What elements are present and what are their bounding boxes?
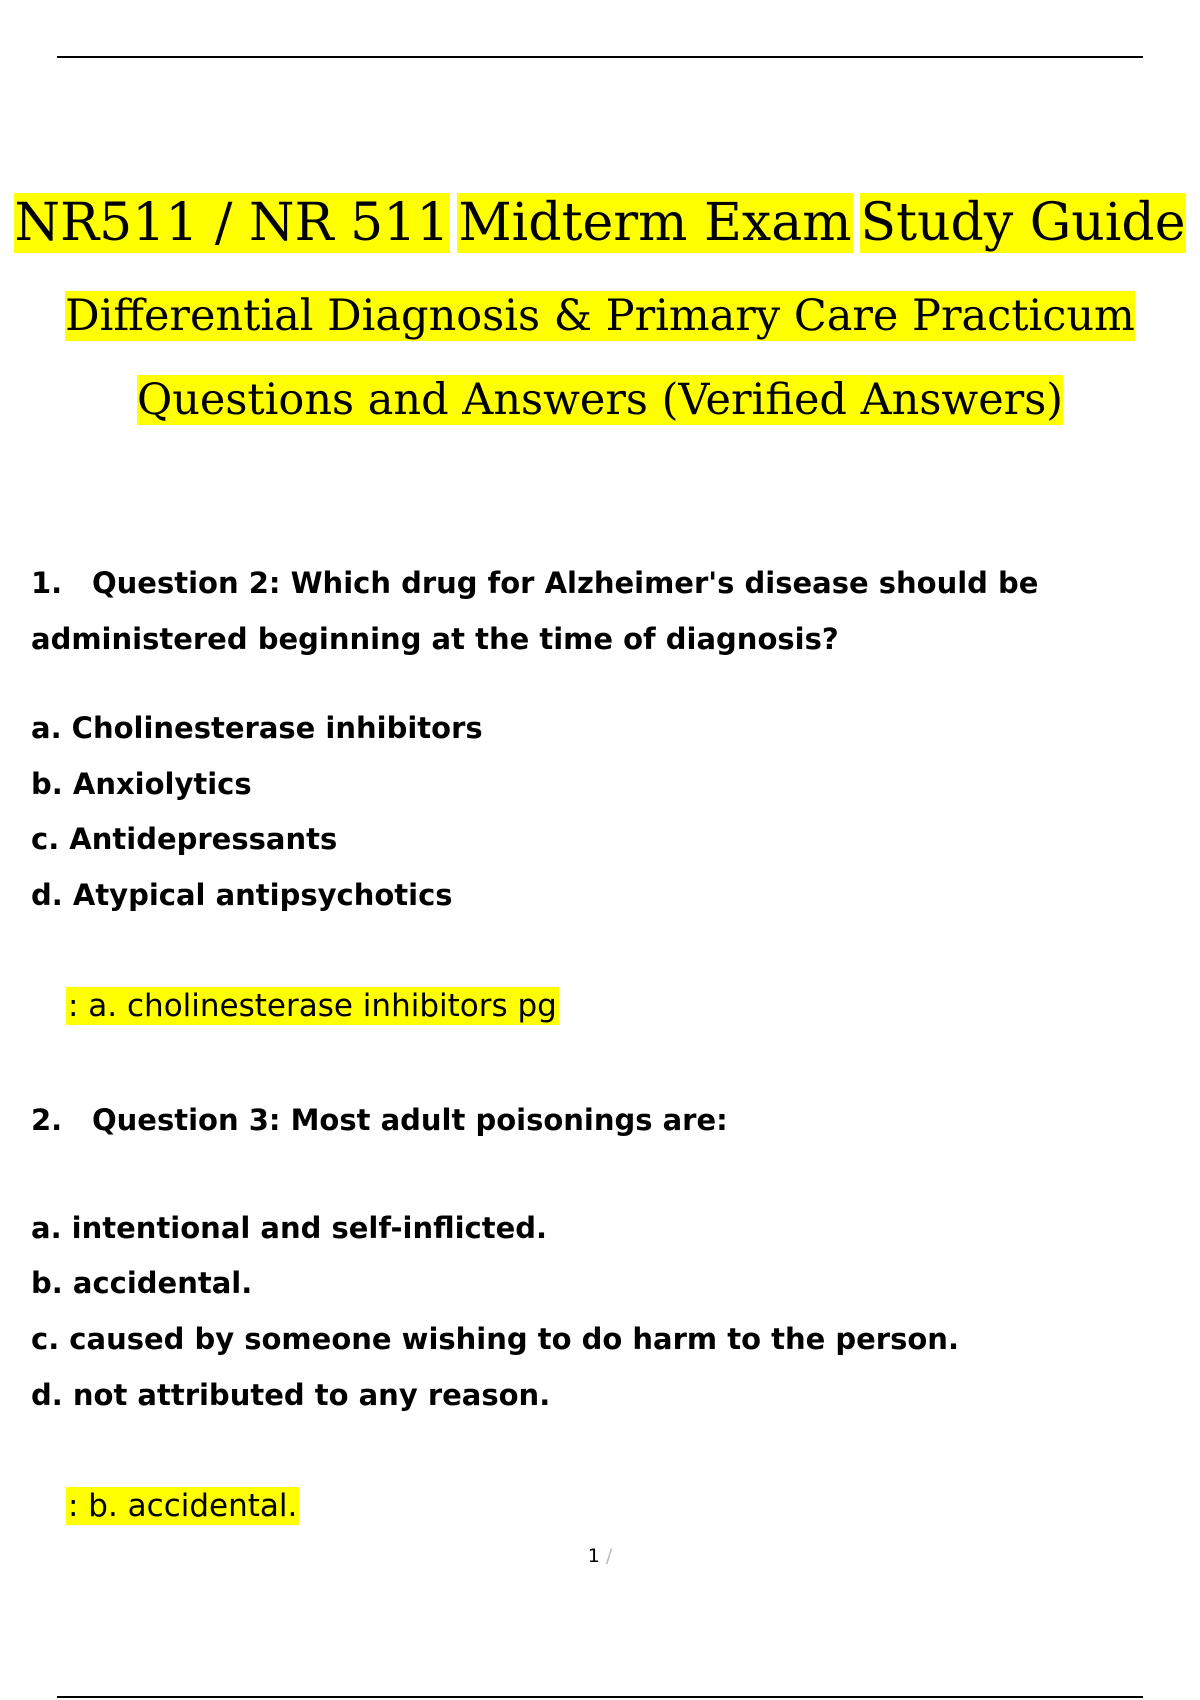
title-part-course: NR511 / NR 511 bbox=[14, 193, 450, 253]
top-rule bbox=[57, 56, 1143, 58]
document-subtitle bbox=[0, 286, 1200, 346]
page-number-value: 1 bbox=[587, 1545, 600, 1567]
document-title bbox=[0, 188, 1200, 258]
bottom-rule bbox=[57, 1696, 1143, 1698]
question-2-option-c: c. caused by someone wishing to do harm to the person. bbox=[31, 1322, 959, 1356]
question-1-text: Question 2: Which drug for Alzheimer's disease should be bbox=[92, 566, 1039, 600]
page-number-separator: / bbox=[605, 1545, 613, 1567]
page-number bbox=[0, 1545, 1200, 1567]
subtitle-line-1: Differential Diagnosis & Primary Care Practicum bbox=[65, 291, 1135, 341]
title-part-exam: Midterm Exam bbox=[458, 193, 852, 253]
title-part-guide: Study Guide bbox=[860, 193, 1186, 253]
question-2-text: Question 3: Most adult poisonings are: bbox=[92, 1103, 728, 1137]
question-1-answer: : a. cholinesterase inhibitors pg bbox=[68, 988, 557, 1024]
subtitle-line-2: Questions and Answers (Verified Answers) bbox=[136, 375, 1064, 425]
question-2-line-1 bbox=[31, 1103, 728, 1137]
question-1-option-c: c. Antidepressants bbox=[31, 822, 338, 856]
question-1-line-2: administered beginning at the time of diagnosis? bbox=[31, 622, 839, 656]
question-1-option-a: a. Cholinesterase inhibitors bbox=[31, 711, 483, 745]
question-1-number: 1. bbox=[31, 566, 63, 600]
question-2-answer: : b. accidental. bbox=[68, 1488, 298, 1524]
document-subtitle-2 bbox=[0, 370, 1200, 430]
question-1-option-d: d. Atypical antipsychotics bbox=[31, 878, 453, 912]
question-2-number: 2. bbox=[31, 1103, 63, 1137]
question-2-option-b: b. accidental. bbox=[31, 1266, 253, 1300]
question-2-option-d: d. not attributed to any reason. bbox=[31, 1378, 551, 1412]
question-1-line-1 bbox=[31, 566, 1038, 600]
question-1-option-b: b. Anxiolytics bbox=[31, 767, 252, 801]
question-2-option-a: a. intentional and self-inflicted. bbox=[31, 1211, 548, 1245]
